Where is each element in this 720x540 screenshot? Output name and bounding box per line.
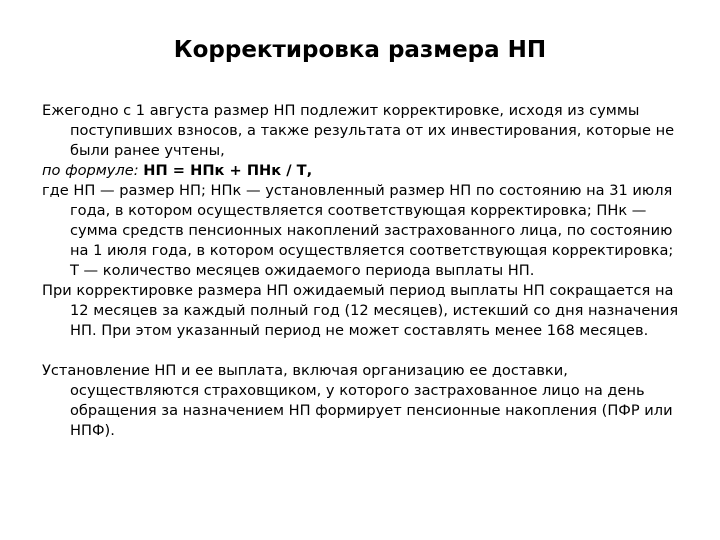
paragraph-annual-adjustment: Ежегодно с 1 августа размер НП подлежит корректировке, исходя из суммы поступивших взносов, а также результата от их инвестирования, которые не были ранее учтены, — [42, 102, 675, 159]
formula-lead-text: по формуле: — [42, 162, 139, 179]
paragraph-period-reduction: При корректировке размера НП ожидаемый период выплаты НП сокращается на 12 месяцев за каждый полный год (12 месяцев), истекший со дня назначения НП. При этом указанный период не может составлять менее 168 месяцев. — [42, 282, 679, 339]
paragraph-establishment: Установление НП и ее выплата, включая организацию ее доставки, осуществляются страховщиком, у которого застрахованное лицо на день обращения за назначением НП формирует пенсионные накопления (ПФР или НПФ). — [42, 362, 673, 439]
spacer — [42, 341, 682, 361]
formula-text: НП = НПк + ПНк / Т, — [143, 162, 313, 179]
slide-title: Корректировка размера НП — [173, 37, 547, 63]
paragraph-formula — [42, 161, 682, 181]
slide-content — [42, 101, 682, 441]
paragraph-definitions: где НП — размер НП; НПк — установленный размер НП по состоянию на 31 июля года, в котором осуществляется соответствующая корректировка; ПНк — сумма средств пенсионных накоплений застрахованного лица, по состоянию на 1 июля года, в котором осуществляется соответствующая корректировка; Т — количество месяцев ожидаемого периода выплаты НП. — [42, 182, 674, 279]
